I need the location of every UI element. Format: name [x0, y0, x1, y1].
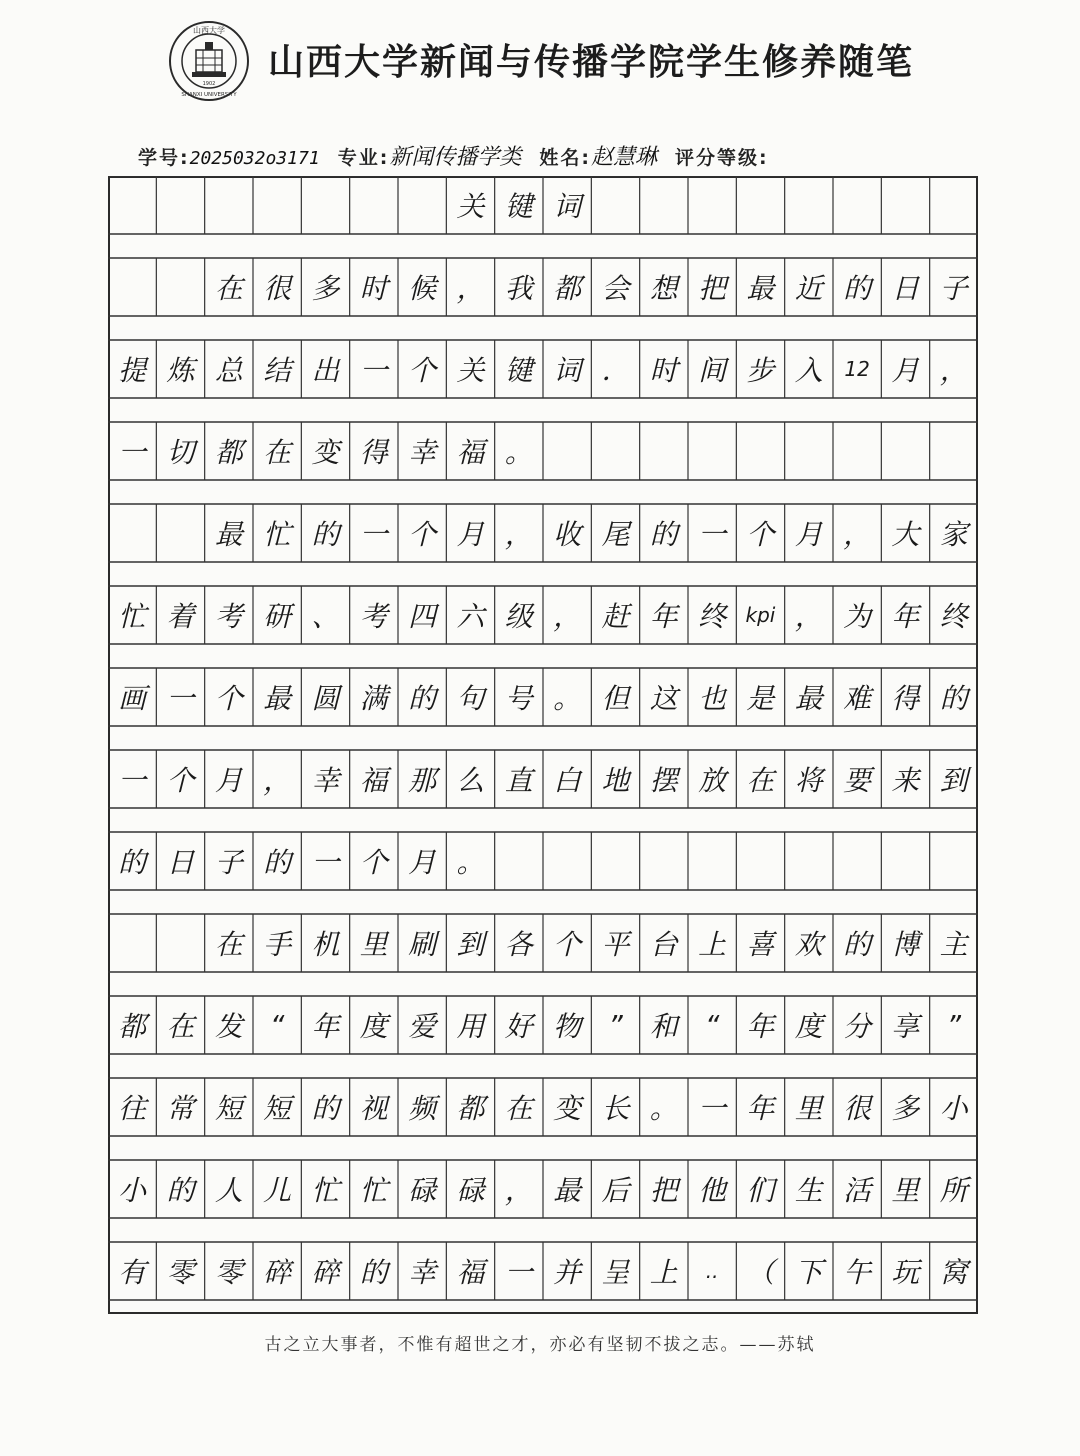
grid-cell: 直: [504, 764, 533, 797]
grid-cell: 是: [746, 682, 775, 715]
grid-cell: 午: [843, 1256, 872, 1289]
grid-cell: 为: [843, 600, 872, 633]
grid-cell: 都: [118, 1010, 147, 1043]
grid-cell: [688, 176, 736, 234]
grid-cell: 最: [746, 272, 775, 305]
grid-cell: [108, 504, 156, 562]
grid-cell: 。: [553, 682, 582, 715]
grid-cell: 上: [698, 928, 727, 961]
grid-cell: [640, 832, 688, 890]
grid-cell: 级: [504, 600, 533, 633]
grid-cell: 画: [118, 682, 147, 715]
grid-cell: 号: [504, 682, 533, 715]
grid-cell: 日: [166, 846, 195, 879]
grid-cell: ，: [263, 764, 292, 797]
grid-cell: 小: [118, 1174, 147, 1207]
grid-cell: 他: [698, 1174, 727, 1207]
grid-cell: 有: [118, 1256, 147, 1289]
grid-cell: [833, 832, 881, 890]
grid-cell: 很: [843, 1092, 872, 1125]
grid-cell: 爱: [408, 1010, 437, 1043]
grid-cell: [591, 422, 639, 480]
grid-cell: 呈: [601, 1256, 630, 1289]
grid-cell: 终: [939, 600, 968, 633]
grid-cell: 时: [649, 354, 678, 387]
grid-cell: 所: [939, 1174, 968, 1207]
grid-cell: 子: [939, 272, 968, 305]
grid-cell: ．: [601, 354, 630, 387]
grid-cell: 最: [263, 682, 292, 715]
grid-cell: 间: [698, 354, 727, 387]
grid-cell: 玩: [891, 1256, 920, 1289]
grid-cell: [736, 176, 784, 234]
name-label: 姓名:: [539, 147, 591, 169]
grid-row: [108, 1078, 978, 1136]
grid-cell: [736, 832, 784, 890]
grid-cell: 一: [311, 846, 340, 879]
grid-cell: 赶: [601, 600, 630, 633]
grid-cell: 里: [891, 1174, 920, 1207]
grid-cell: 都: [456, 1092, 485, 1125]
grid-cell: 、: [311, 600, 340, 633]
grid-cell: 手: [263, 928, 292, 961]
grid-cell: 时: [359, 272, 388, 305]
grid-cell: 收: [553, 518, 582, 551]
grid-cell: 一: [359, 518, 388, 551]
grid-cell: 候: [408, 272, 437, 305]
grid-cell: 生: [794, 1174, 823, 1207]
grid-cell: 们: [746, 1174, 775, 1207]
grid-cell: 零: [166, 1256, 195, 1289]
grid-cell: 机: [311, 928, 340, 961]
major-value: 新闻传播学类: [389, 145, 522, 170]
grid-cell: 到: [939, 764, 968, 797]
grid-cell: 福: [456, 1256, 485, 1289]
grid-cell: 和: [649, 1010, 678, 1043]
grid-cell: 人: [214, 1174, 243, 1207]
grid-row: [108, 750, 978, 808]
grid-cell: [881, 832, 929, 890]
grid-cell: ，: [456, 272, 485, 305]
grid-cell: 碌: [408, 1174, 437, 1207]
grid-cell: 12: [844, 357, 870, 381]
grid-cell: [881, 422, 929, 480]
grid-cell: 忙: [263, 518, 292, 551]
grid-cell: [591, 832, 639, 890]
grid-cell: 想: [649, 272, 678, 305]
grid-cell: ”: [608, 1008, 623, 1042]
grid-cell: 子: [214, 846, 243, 879]
grid-cell: 六: [456, 600, 485, 633]
grid-cell: 关: [456, 354, 485, 387]
grid-cell: 的: [311, 1092, 340, 1125]
grid-cell: [205, 176, 253, 234]
grid-cell: 年: [746, 1010, 775, 1043]
grid-cell: 里: [794, 1092, 823, 1125]
grid-cell: 年: [311, 1010, 340, 1043]
grid-cell: 的: [408, 682, 437, 715]
grid-cell: [156, 504, 204, 562]
grid-cell: 满: [359, 682, 388, 715]
grid-cell: 碌: [456, 1174, 485, 1207]
grid-cell: 键: [504, 190, 533, 223]
grid-cell: 上: [649, 1256, 678, 1289]
grid-cell: 福: [359, 764, 388, 797]
page-title: 山西大学新闻与传播学院学生修养随笔: [268, 41, 915, 83]
grid-cell: 放: [698, 764, 727, 797]
grid-row: [108, 422, 978, 480]
grid-cell: 短: [214, 1092, 243, 1125]
grid-cell: [301, 176, 349, 234]
grid-cell: 么: [456, 764, 485, 797]
grid-cell: 的: [649, 518, 678, 551]
grid-cell: 最: [214, 518, 243, 551]
grid-row: [108, 258, 978, 316]
grid-cell: [881, 176, 929, 234]
grid-cell: 尾: [601, 518, 630, 551]
grid-cell: 句: [456, 682, 485, 715]
seal-bottom-text: SHANXI UNIVERSITY: [181, 92, 237, 98]
grid-cell: ，: [794, 600, 823, 633]
grid-cell: 在: [504, 1092, 533, 1125]
grid-cell: 里: [359, 928, 388, 961]
grid-row: [108, 1160, 978, 1218]
grid-cell: kpi: [745, 603, 776, 627]
grid-cell: 那: [408, 764, 437, 797]
student-id-value: 2025032o3171: [189, 148, 320, 169]
grid-cell: 圆: [311, 682, 340, 715]
grid-cell: 个: [408, 354, 437, 387]
grid-cell: 在: [746, 764, 775, 797]
page-header: [0, 0, 1080, 120]
grid-cell: 零: [214, 1256, 243, 1289]
grid-cell: 物: [553, 1010, 582, 1043]
grid-cell: 键: [504, 354, 533, 387]
grid-cell: [833, 176, 881, 234]
grid-cell: 年: [649, 600, 678, 633]
seal-year: 1902: [202, 81, 216, 87]
grid-cell: 炼: [166, 354, 195, 387]
grid-cell: 并: [553, 1256, 582, 1289]
grid-cell: 。: [456, 846, 485, 879]
grid-cell: 年: [891, 600, 920, 633]
grid-cell: ..: [705, 1259, 719, 1283]
grid-row: [108, 504, 978, 562]
grid-cell: 结: [263, 354, 292, 387]
student-info: [138, 140, 938, 176]
grid-cell: [398, 176, 446, 234]
grid-cell: 日: [891, 272, 920, 305]
grid-cell: 往: [118, 1092, 147, 1125]
grid-cell: “: [704, 1008, 720, 1042]
grid-cell: 碎: [263, 1256, 292, 1289]
grid-cell: 。: [649, 1092, 678, 1125]
grid-cell: ”: [946, 1008, 961, 1042]
grid-cell: 个: [408, 518, 437, 551]
grid-cell: ，: [939, 354, 968, 387]
grid-cell: 一: [698, 1092, 727, 1125]
grid-cell: 都: [214, 436, 243, 469]
grid-cell: ，: [504, 1174, 533, 1207]
grid-cell: 考: [214, 600, 243, 633]
grid-cell: 这: [649, 682, 678, 715]
grid-cell: 一: [359, 354, 388, 387]
grid-cell: 喜: [746, 928, 775, 961]
grid-cell: 台: [649, 928, 678, 961]
grid-cell: 在: [214, 928, 243, 961]
grid-cell: 的: [359, 1256, 388, 1289]
grid-cell: 年: [746, 1092, 775, 1125]
grid-cell: 个: [166, 764, 195, 797]
grid-cell: 短: [263, 1092, 292, 1125]
grid-cell: 月: [214, 764, 243, 797]
grid-cell: 幸: [311, 764, 340, 797]
grid-cell: 来: [891, 764, 920, 797]
grid-cell: 个: [553, 928, 582, 961]
grid-cell: 总: [214, 354, 243, 387]
grid-cell: 忙: [118, 600, 147, 633]
grid-cell: 福: [456, 436, 485, 469]
grid-cell: 最: [794, 682, 823, 715]
grid-cell: 一: [504, 1256, 533, 1289]
grid-cell: 我: [504, 272, 533, 305]
name-value: 赵慧琳: [590, 145, 657, 170]
grid-cell: 多: [891, 1092, 920, 1125]
grid-cell: 发: [214, 1010, 243, 1043]
grid-cell: [930, 176, 978, 234]
grid-cell: 小: [939, 1092, 968, 1125]
grid-cell: 研: [263, 600, 292, 633]
grid-cell: 白: [553, 764, 582, 797]
grid-cell: [108, 176, 156, 234]
grid-cell: [156, 914, 204, 972]
grid-cell: 分: [843, 1010, 872, 1043]
grid-cell: 切: [166, 436, 195, 469]
grid-cell: 词: [553, 354, 582, 387]
university-seal-icon: [168, 20, 250, 102]
grid-cell: 关: [456, 190, 485, 223]
grid-cell: 地: [601, 764, 630, 797]
grid-cell: 月: [891, 354, 920, 387]
student-id-label: 学号:: [138, 147, 190, 169]
grid-cell: 要: [843, 764, 872, 797]
grid-cell: 都: [553, 272, 582, 305]
grid-cell: ，: [843, 518, 872, 551]
grid-cell: 儿: [263, 1174, 292, 1207]
grid-cell: 多: [311, 272, 340, 305]
grid-cell: 把: [698, 272, 727, 305]
grid-cell: [156, 176, 204, 234]
grid-cell: 用: [456, 1010, 485, 1043]
grid-cell: [930, 832, 978, 890]
grid-cell: 刷: [408, 928, 437, 961]
grid-cell: [688, 832, 736, 890]
grid-cell: 忙: [311, 1174, 340, 1207]
grid-cell: [543, 422, 591, 480]
grid-row: [108, 914, 978, 972]
grid-cell: ，: [553, 600, 582, 633]
writing-grid: [108, 176, 978, 1314]
grid-cell: 一: [698, 518, 727, 551]
grid-row: [108, 668, 978, 726]
grid-cell: [785, 176, 833, 234]
grid-row: [108, 340, 978, 398]
grid-cell: 提: [118, 354, 147, 387]
grid-cell: [736, 422, 784, 480]
grid-cell: [688, 422, 736, 480]
grid-cell: 最: [553, 1174, 582, 1207]
grid-cell: [495, 832, 543, 890]
grid-cell: [833, 422, 881, 480]
grid-cell: 在: [214, 272, 243, 305]
grid-cell: 词: [553, 190, 582, 223]
grid-cell: 个: [746, 518, 775, 551]
grid-cell: 但: [601, 682, 630, 715]
grid-cell: 在: [166, 1010, 195, 1043]
grid-cell: 后: [601, 1174, 630, 1207]
grid-cell: 欢: [794, 928, 823, 961]
grid-cell: [543, 832, 591, 890]
grid-cell: 变: [311, 436, 340, 469]
grid-cell: 终: [698, 600, 727, 633]
grid-cell: 的: [166, 1174, 195, 1207]
grid-cell: 幸: [408, 1256, 437, 1289]
grid-cell: [108, 258, 156, 316]
grid-cell: 博: [891, 928, 920, 961]
grid-cell: 得: [891, 682, 920, 715]
grid-cell: 一: [166, 682, 195, 715]
grid-cell: 得: [359, 436, 388, 469]
grid-cell: 各: [504, 928, 533, 961]
grid-cell: 碎: [311, 1256, 340, 1289]
grid-cell: 活: [843, 1174, 872, 1207]
grid-cell: [350, 176, 398, 234]
grid-cell: 月: [794, 518, 823, 551]
grid-cell: 摆: [649, 764, 678, 797]
grid-cell: 步: [746, 354, 775, 387]
grid-cells: [108, 176, 978, 1314]
footer-quote: 古之立大事者，不惟有超世之才，亦必有坚韧不拔之志。——苏轼: [264, 1335, 816, 1355]
grid-cell: 的: [118, 846, 147, 879]
grid-row: [108, 1242, 978, 1300]
grid-cell: 下: [794, 1256, 823, 1289]
grid-cell: [930, 422, 978, 480]
grid-cell: [640, 176, 688, 234]
grid-cell: [640, 422, 688, 480]
grid-cell: 享: [891, 1010, 920, 1043]
grid-cell: [785, 422, 833, 480]
grid-cell: 入: [794, 354, 823, 387]
grid-row: [108, 832, 978, 890]
grade-label: 评分等级:: [675, 147, 769, 169]
grid-cell: 的: [263, 846, 292, 879]
grid-cell: 将: [794, 764, 823, 797]
grid-cell: 的: [843, 928, 872, 961]
grid-cell: 变: [553, 1092, 582, 1125]
grid-cell: 的: [311, 518, 340, 551]
grid-cell: 把: [649, 1174, 678, 1207]
grid-cell: 平: [601, 928, 630, 961]
grid-cell: 幸: [408, 436, 437, 469]
grid-cell: 度: [794, 1010, 823, 1043]
grid-cell: 到: [456, 928, 485, 961]
grid-cell: 度: [359, 1010, 388, 1043]
grid-cell: [253, 176, 301, 234]
grid-cell: [108, 914, 156, 972]
grid-cell: 个: [359, 846, 388, 879]
grid-row: [108, 586, 978, 644]
grid-cell: 难: [843, 682, 872, 715]
grid-cell: 也: [698, 682, 727, 715]
seal-top-text: 山西大学: [193, 26, 225, 35]
grid-cell: 会: [601, 272, 630, 305]
grid-cell: 主: [939, 928, 968, 961]
grid-cell: 月: [408, 846, 437, 879]
grid-cell: 着: [166, 600, 195, 633]
grid-cell: 个: [214, 682, 243, 715]
grid-cell: 的: [843, 272, 872, 305]
grid-cell: 忙: [359, 1174, 388, 1207]
grid-cell: 在: [263, 436, 292, 469]
grid-cell: 。: [504, 436, 533, 469]
grid-cell: 近: [794, 272, 823, 305]
grid-cell: 四: [408, 600, 437, 633]
grid-cell: 考: [359, 600, 388, 633]
grid-cell: （: [746, 1256, 775, 1289]
grid-cell: 长: [601, 1092, 630, 1125]
grid-cell: 频: [408, 1092, 437, 1125]
grid-cell: 窝: [939, 1256, 968, 1289]
grid-cell: 一: [118, 764, 147, 797]
grid-cell: [591, 176, 639, 234]
grid-cell: 家: [939, 518, 968, 551]
grid-cell: 好: [504, 1010, 533, 1043]
grid-cell: ，: [504, 518, 533, 551]
grid-row: [108, 176, 978, 234]
grid-cell: [156, 258, 204, 316]
grid-cell: 出: [311, 354, 340, 387]
grid-cell: 月: [456, 518, 485, 551]
grid-cell: 大: [891, 518, 920, 551]
grid-cell: 很: [263, 272, 292, 305]
grid-cell: [785, 832, 833, 890]
grid-cell: “: [269, 1008, 285, 1042]
grid-cell: 常: [166, 1092, 195, 1125]
grid-row: [108, 996, 978, 1054]
grid-cell: 的: [939, 682, 968, 715]
grid-cell: 视: [359, 1092, 388, 1125]
grid-cell: 一: [118, 436, 147, 469]
major-label: 专业:: [337, 147, 390, 169]
